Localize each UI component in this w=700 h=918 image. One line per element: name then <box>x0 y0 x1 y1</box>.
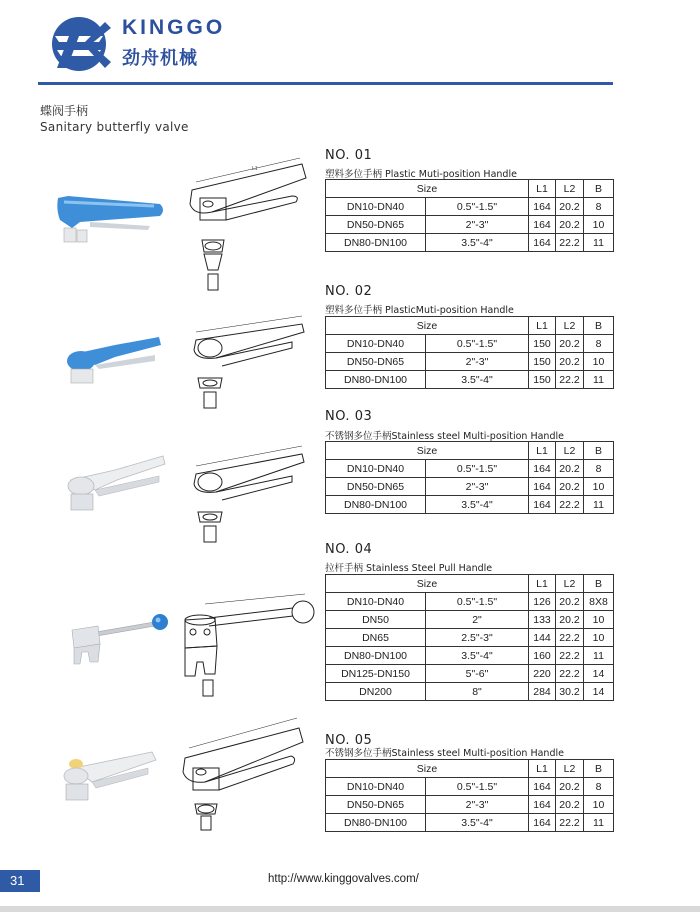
cell-dn: DN125-DN150 <box>326 665 426 683</box>
cell-l1: 133 <box>529 611 556 629</box>
cell-inch: 2"-3" <box>426 796 529 814</box>
cell-b: 11 <box>584 371 614 389</box>
plastic-handle-photo-1 <box>50 180 170 250</box>
table-header-row <box>326 317 614 335</box>
cell-l2: 20.2 <box>556 460 584 478</box>
cell-dn: DN50-DN65 <box>326 353 426 371</box>
header-b: B <box>584 442 614 460</box>
header-size: Size <box>326 180 529 198</box>
spec-table <box>325 179 614 252</box>
cell-l1: 164 <box>529 198 556 216</box>
cell-inch: 3.5"-4" <box>426 647 529 665</box>
cell-l2: 20.2 <box>556 198 584 216</box>
table-row <box>326 460 614 478</box>
cell-b: 8 <box>584 460 614 478</box>
table-row <box>326 611 614 629</box>
cell-dn: DN65 <box>326 629 426 647</box>
table-row <box>326 216 614 234</box>
table-row <box>326 353 614 371</box>
header-b: B <box>584 180 614 198</box>
cell-b: 10 <box>584 629 614 647</box>
header-b: B <box>584 760 614 778</box>
header-l2: L2 <box>556 180 584 198</box>
table-row <box>326 371 614 389</box>
category-title-cn: 蝶阀手柄 <box>40 104 89 118</box>
kinggo-logo <box>45 14 115 74</box>
cell-inch: 2.5"-3" <box>426 629 529 647</box>
spec-table <box>325 759 614 832</box>
cell-b: 8 <box>584 335 614 353</box>
cell-l2: 22.2 <box>556 814 584 832</box>
table-header-row <box>326 575 614 593</box>
cell-dn: DN80-DN100 <box>326 814 426 832</box>
table-row <box>326 496 614 514</box>
cell-l2: 22.2 <box>556 496 584 514</box>
cell-dn: DN80-DN100 <box>326 234 426 252</box>
cell-b: 11 <box>584 647 614 665</box>
footer-divider <box>0 906 700 912</box>
cell-b: 11 <box>584 814 614 832</box>
cell-dn: DN50-DN65 <box>326 478 426 496</box>
table-header-row <box>326 180 614 198</box>
section-number: NO. 04 <box>325 542 373 557</box>
cell-b: 10 <box>584 353 614 371</box>
cell-inch: 5"-6" <box>426 665 529 683</box>
cell-b: 8 <box>584 778 614 796</box>
pull-handle-drawing-4 <box>175 590 320 705</box>
category-title-en: Sanitary butterfly valve <box>40 120 189 134</box>
header-b: B <box>584 575 614 593</box>
cell-inch: 2"-3" <box>426 216 529 234</box>
cell-l2: 22.2 <box>556 371 584 389</box>
table-row <box>326 665 614 683</box>
table-row <box>326 814 614 832</box>
table-row <box>326 647 614 665</box>
cell-dn: DN50-DN65 <box>326 796 426 814</box>
section-number: NO. 02 <box>325 284 373 299</box>
table-row <box>326 198 614 216</box>
cell-dn: DN10-DN40 <box>326 198 426 216</box>
table-row <box>326 629 614 647</box>
header-size: Size <box>326 575 529 593</box>
cell-inch: 3.5"-4" <box>426 814 529 832</box>
cell-b: 14 <box>584 665 614 683</box>
cell-l1: 164 <box>529 216 556 234</box>
cell-l1: 164 <box>529 814 556 832</box>
header-l2: L2 <box>556 317 584 335</box>
brand-name-cn: 劲舟机械 <box>122 48 198 69</box>
cell-l2: 20.2 <box>556 216 584 234</box>
cell-l1: 284 <box>529 683 556 701</box>
cell-inch: 3.5"-4" <box>426 496 529 514</box>
section-description: 塑料多位手柄 PlasticMuti-position Handle <box>325 305 514 316</box>
section-description: 拉杆手柄 Stainless Steel Pull Handle <box>325 563 493 574</box>
section-description: 不锈钢多位手柄Stainless steel Multi-position Handle <box>325 748 564 759</box>
cell-inch: 3.5"-4" <box>426 234 529 252</box>
cell-l2: 20.2 <box>556 335 584 353</box>
cell-l1: 150 <box>529 353 556 371</box>
cell-l1: 126 <box>529 593 556 611</box>
section-description: 不锈钢多位手柄Stainless steel Multi-position Handle <box>325 431 564 442</box>
spec-table <box>325 574 614 701</box>
cell-l2: 22.2 <box>556 665 584 683</box>
section-number: NO. 05 <box>325 733 373 748</box>
cell-l2: 22.2 <box>556 647 584 665</box>
stainless-handle-photo-5 <box>52 740 167 810</box>
cell-l2: 20.2 <box>556 778 584 796</box>
cell-l2: 20.2 <box>556 593 584 611</box>
header-l1: L1 <box>529 317 556 335</box>
cell-inch: 2" <box>426 611 529 629</box>
footer-url-link[interactable]: http://www.kinggovalves.com/ <box>268 873 419 885</box>
cell-dn: DN50-DN65 <box>326 216 426 234</box>
cell-l1: 164 <box>529 460 556 478</box>
spec-table <box>325 316 614 389</box>
cell-dn: DN80-DN100 <box>326 647 426 665</box>
header-l2: L2 <box>556 575 584 593</box>
cell-l2: 20.2 <box>556 611 584 629</box>
header-size: Size <box>326 317 529 335</box>
cell-dn: DN10-DN40 <box>326 460 426 478</box>
cell-b: 8X8 <box>584 593 614 611</box>
table-row <box>326 234 614 252</box>
cell-b: 8 <box>584 198 614 216</box>
plastic-handle-photo-2 <box>55 325 165 395</box>
cell-inch: 8" <box>426 683 529 701</box>
cell-l2: 20.2 <box>556 353 584 371</box>
cell-l2: 30.2 <box>556 683 584 701</box>
cell-l1: 164 <box>529 478 556 496</box>
section-number: NO. 01 <box>325 148 373 163</box>
table-row <box>326 778 614 796</box>
cell-dn: DN80-DN100 <box>326 371 426 389</box>
plastic-handle-drawing-1 <box>182 150 312 300</box>
table-row <box>326 335 614 353</box>
cell-l1: 164 <box>529 796 556 814</box>
table-row <box>326 478 614 496</box>
cell-l1: 160 <box>529 647 556 665</box>
cell-b: 10 <box>584 796 614 814</box>
stainless-handle-drawing-3 <box>182 440 312 550</box>
table-header-row <box>326 442 614 460</box>
cell-b: 10 <box>584 478 614 496</box>
cell-dn: DN50 <box>326 611 426 629</box>
cell-dn: DN10-DN40 <box>326 335 426 353</box>
cell-l1: 220 <box>529 665 556 683</box>
cell-b: 14 <box>584 683 614 701</box>
cell-l2: 20.2 <box>556 478 584 496</box>
cell-l1: 164 <box>529 778 556 796</box>
table-row <box>326 796 614 814</box>
brand-name-en: KINGGO <box>122 16 226 39</box>
cell-l2: 22.2 <box>556 629 584 647</box>
cell-b: 10 <box>584 216 614 234</box>
cell-dn: DN80-DN100 <box>326 496 426 514</box>
spec-table <box>325 441 614 514</box>
header-l1: L1 <box>529 760 556 778</box>
header-b: B <box>584 317 614 335</box>
cell-b: 10 <box>584 611 614 629</box>
header-l2: L2 <box>556 442 584 460</box>
cell-l1: 150 <box>529 371 556 389</box>
cell-inch: 0.5"-1.5" <box>426 335 529 353</box>
header-l1: L1 <box>529 575 556 593</box>
cell-b: 11 <box>584 496 614 514</box>
cell-inch: 2"-3" <box>426 353 529 371</box>
cell-l1: 144 <box>529 629 556 647</box>
header-l2: L2 <box>556 760 584 778</box>
pull-handle-photo-4 <box>62 600 177 670</box>
cell-l2: 20.2 <box>556 796 584 814</box>
page-number: 31 <box>10 873 25 888</box>
cell-l1: 150 <box>529 335 556 353</box>
table-header-row <box>326 760 614 778</box>
plastic-handle-drawing-2 <box>182 310 312 415</box>
cell-dn: DN10-DN40 <box>326 778 426 796</box>
table-row <box>326 593 614 611</box>
section-number: NO. 03 <box>325 409 373 424</box>
header-size: Size <box>326 760 529 778</box>
cell-inch: 0.5"-1.5" <box>426 198 529 216</box>
cell-inch: 0.5"-1.5" <box>426 460 529 478</box>
cell-b: 11 <box>584 234 614 252</box>
dim-label-l1: L1 <box>252 166 258 172</box>
header-l1: L1 <box>529 442 556 460</box>
stainless-handle-photo-3 <box>55 450 170 520</box>
cell-dn: DN200 <box>326 683 426 701</box>
table-row <box>326 683 614 701</box>
cell-l1: 164 <box>529 234 556 252</box>
header-rule <box>38 82 613 85</box>
cell-l1: 164 <box>529 496 556 514</box>
stainless-handle-drawing-5 <box>175 712 315 832</box>
cell-inch: 2"-3" <box>426 478 529 496</box>
cell-inch: 0.5"-1.5" <box>426 593 529 611</box>
cell-inch: 0.5"-1.5" <box>426 778 529 796</box>
section-description: 塑料多位手柄 Plastic Muti-position Handle <box>325 169 517 180</box>
cell-dn: DN10-DN40 <box>326 593 426 611</box>
header-size: Size <box>326 442 529 460</box>
cell-inch: 3.5"-4" <box>426 371 529 389</box>
header-l1: L1 <box>529 180 556 198</box>
cell-l2: 22.2 <box>556 234 584 252</box>
